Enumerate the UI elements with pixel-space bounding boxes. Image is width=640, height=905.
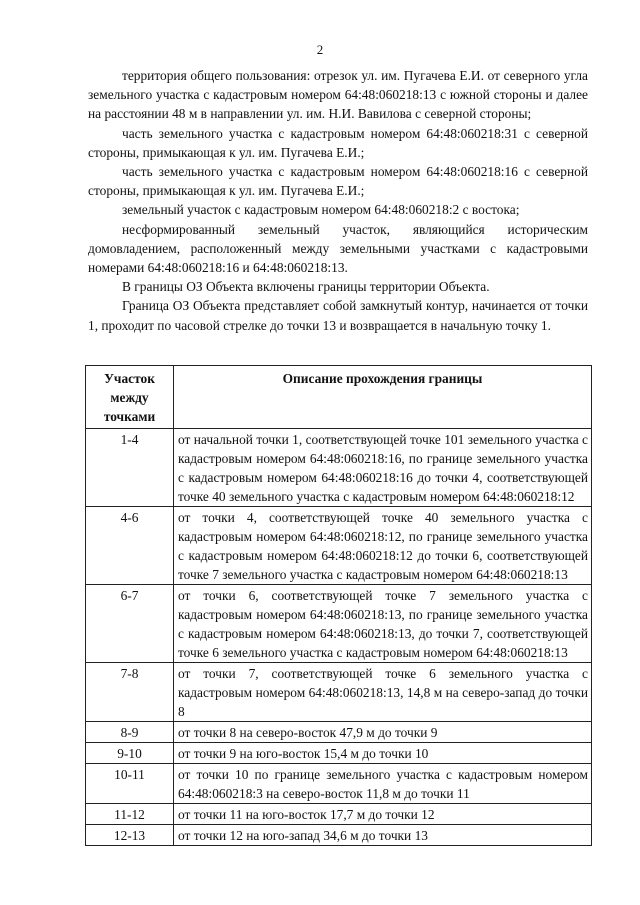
description-cell: от точки 6, соответствующей точке 7 земельного участка с кадастровым номером 64:48:060218:13, по границе земельного участка с кадастровым номером 64:48:060218:13, до точки 7, соответствующей точке 6 земельного участка с кадастровым номером 64:48:060218:13 bbox=[174, 585, 592, 663]
table-row bbox=[86, 764, 592, 804]
table-row bbox=[86, 743, 592, 764]
paragraph: несформированный земельный участок, являющийся историческим домовладением, расположенный между земельными участками с кадастровыми номерами 64:48:060218:16 и 64:48:060218:13. bbox=[88, 221, 588, 276]
table-row bbox=[86, 663, 592, 722]
segment-cell: 10-11 bbox=[86, 764, 174, 804]
table-row bbox=[86, 722, 592, 743]
description-cell: от точки 4, соответствующей точке 40 земельного участка с кадастровым номером 64:48:060218:12, по границе земельного участка с кадастровым номером 64:48:060218:12 до точки 6, соответствующей точке 7 земельного участка с кадастровым номером 64:48:060218:13 bbox=[174, 507, 592, 585]
paragraph: территория общего пользования: отрезок ул. им. Пугачева Е.И. от северного угла земельного участка с кадастровым номером 64:48:060218:13 с южной стороны и далее на расстоянии 48 м в направлении ул. им. Н.И. Вавилова с северной стороны; bbox=[88, 68, 588, 122]
table-row bbox=[86, 825, 592, 846]
segment-cell: 8-9 bbox=[86, 722, 174, 743]
paragraph: земельный участок с кадастровым номером 64:48:060218:2 с востока; bbox=[122, 202, 520, 218]
segment-cell: 1-4 bbox=[86, 429, 174, 507]
table-header-row bbox=[86, 366, 592, 429]
paragraph: часть земельного участка с кадастровым номером 64:48:060218:16 с северной стороны, примыкающая к ул. им. Пугачева Е.И.; bbox=[88, 164, 588, 199]
table-row bbox=[86, 804, 592, 825]
segment-cell: 12-13 bbox=[86, 825, 174, 846]
description-cell: от точки 11 на юго-восток 17,7 м до точки 12 bbox=[174, 804, 592, 825]
description-cell: от точки 12 на юго-запад 34,6 м до точки 13 bbox=[174, 825, 592, 846]
segment-cell: 11-12 bbox=[86, 804, 174, 825]
page-number: 2 bbox=[316, 42, 324, 57]
column-header-segment: Участок между точками bbox=[86, 366, 174, 429]
table-row bbox=[86, 585, 592, 663]
column-header-description: Описание прохождения границы bbox=[174, 366, 592, 429]
segment-cell: 4-6 bbox=[86, 507, 174, 585]
table-row bbox=[86, 429, 592, 507]
description-cell: от точки 9 на юго-восток 15,4 м до точки 10 bbox=[174, 743, 592, 764]
table-row bbox=[86, 507, 592, 585]
boundary-table bbox=[85, 365, 592, 846]
segment-cell: 7-8 bbox=[86, 663, 174, 722]
paragraph: часть земельного участка с кадастровым номером 64:48:060218:31 с северной стороны, примыкающая к ул. им. Пугачева Е.И.; bbox=[88, 125, 588, 160]
paragraph: В границы ОЗ Объекта включены границы территории Объекта. bbox=[122, 279, 490, 295]
description-cell: от точки 10 по границе земельного участка с кадастровым номером 64:48:060218:3 на северо-восток 11,8 м до точки 11 bbox=[174, 764, 592, 804]
paragraph: Граница ОЗ Объекта представляет собой замкнутый контур, начинается от точки 1, проходит по часовой стрелке до точки 13 и возвращается в начальную точку 1. bbox=[88, 298, 588, 333]
document-body bbox=[88, 66, 588, 335]
segment-cell: 6-7 bbox=[86, 585, 174, 663]
description-cell: от начальной точки 1, соответствующей точке 101 земельного участка с кадастровым номером 64:48:060218:16, по границе земельного участка с кадастровым номером 64:48:060218:16 до точки 4, соответствующей точке 40 земельного участка с кадастровым номером 64:48:060218:12 bbox=[174, 429, 592, 507]
description-cell: от точки 8 на северо-восток 47,9 м до точки 9 bbox=[174, 722, 592, 743]
segment-cell: 9-10 bbox=[86, 743, 174, 764]
description-cell: от точки 7, соответствующей точке 6 земельного участка с кадастровым номером 64:48:060218:13, 14,8 м на северо-запад до точки 8 bbox=[174, 663, 592, 722]
